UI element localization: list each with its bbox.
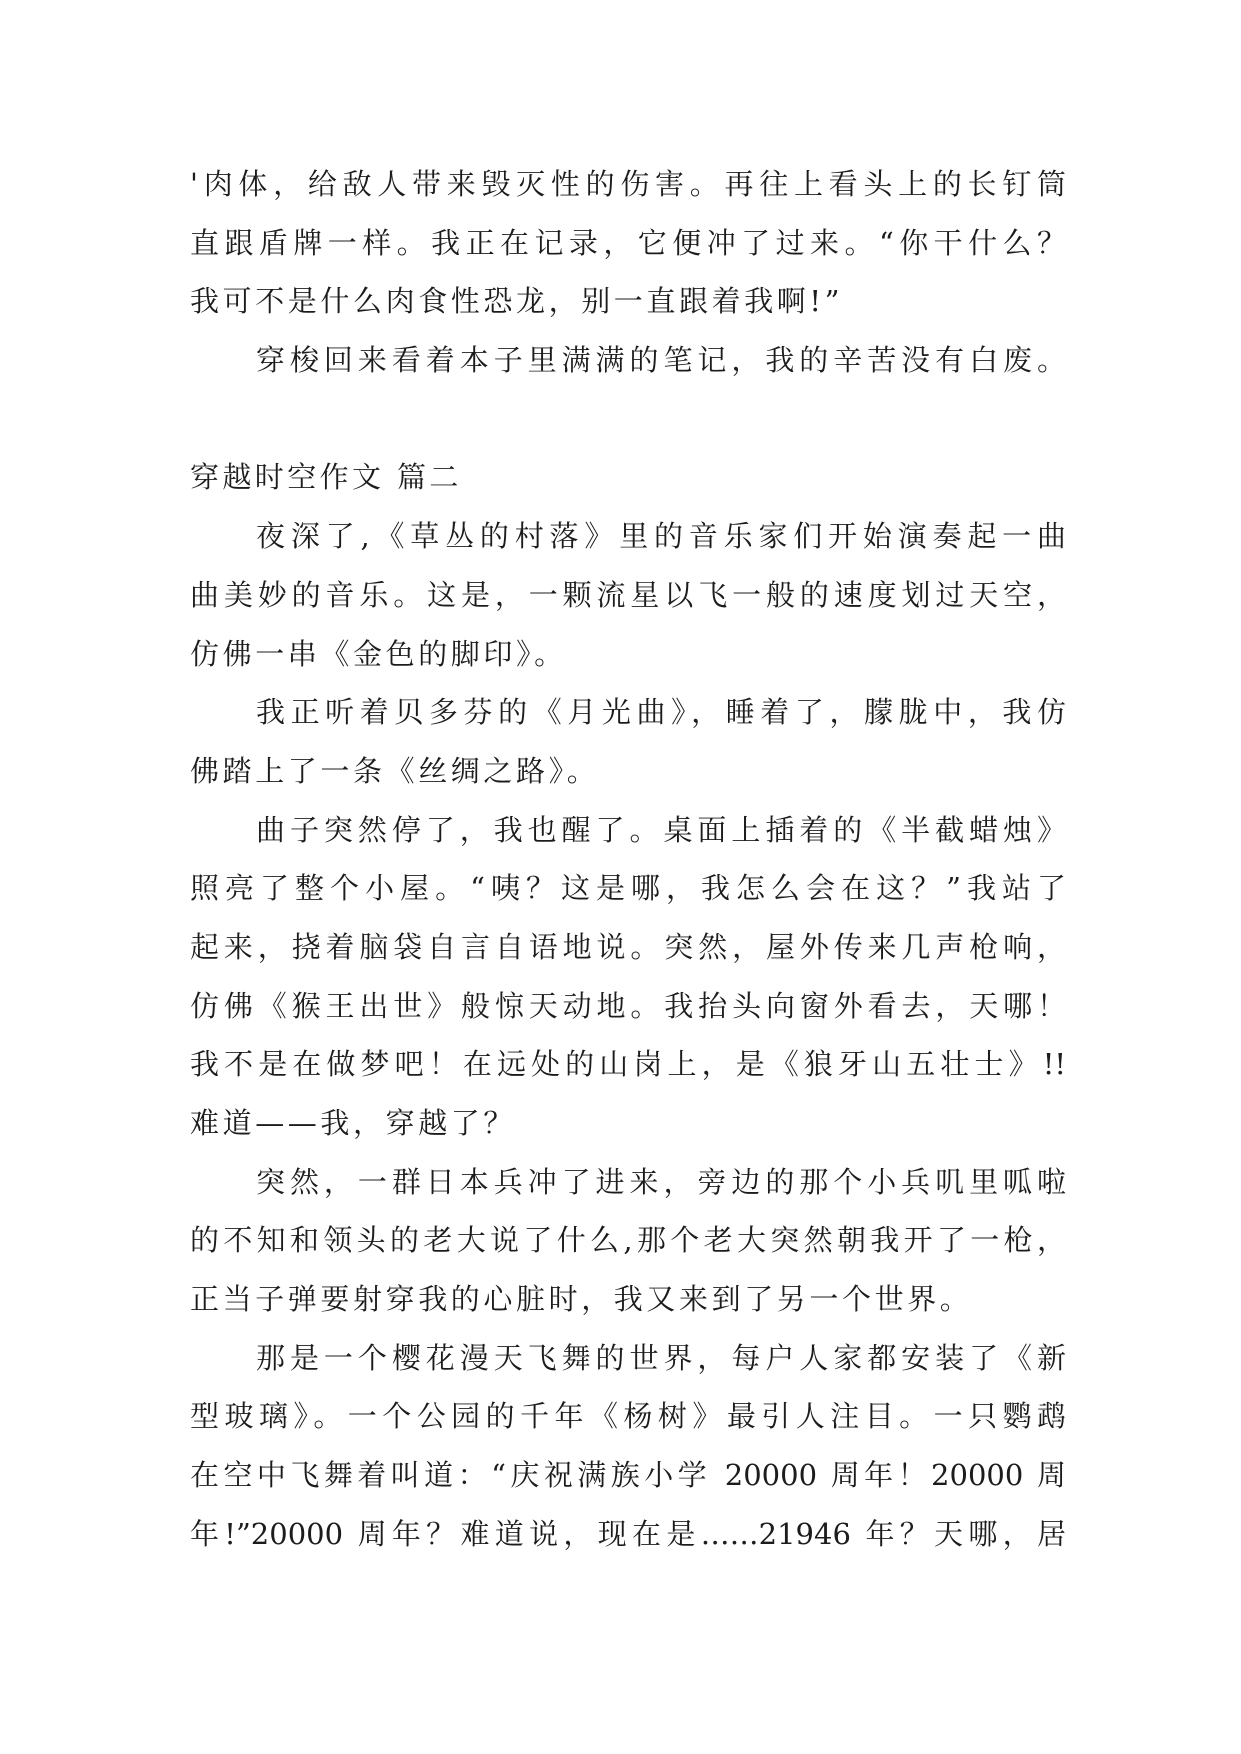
paragraph-closing: [190, 331, 1066, 390]
text-line: 曲美妙的音乐。这是，一颗流星以飞一般的速度划过天空，: [190, 577, 1066, 612]
text-line: 的不知和领头的老大说了什么,那个老大突然朝我开了一枪，: [190, 1223, 1066, 1258]
paragraph-continuation: [190, 155, 1066, 331]
text-line: 年!”20000 周年？难道说，现在是……21946 年？天哪，居: [190, 1516, 1066, 1551]
paragraph: [190, 1153, 1066, 1329]
text-line: 穿梭回来看着本子里满满的笔记，我的辛苦没有白废。: [256, 343, 1066, 378]
text-line: 在空中飞舞着叫道：“庆祝满族小学 20000 周年！20000 周: [190, 1458, 1066, 1493]
paragraph: [190, 801, 1066, 1153]
paragraph: [190, 683, 1066, 800]
text-line: 我不是在做梦吧！在远处的山岗上，是《狼牙山五壮士》!!: [190, 1047, 1066, 1082]
text-line: 直跟盾牌一样。我正在记录，它便冲了过来。“你干什么？: [190, 225, 1066, 260]
text-line: 曲子突然停了，我也醒了。桌面上插着的《半截蜡烛》: [256, 812, 1066, 847]
paragraph: [190, 1329, 1066, 1564]
text-line: 我可不是什么肉食性恐龙，别一直跟着我啊!”: [190, 284, 844, 319]
text-line: 仿佛《猴王出世》般惊天动地。我抬头向窗外看去，天哪！: [190, 988, 1066, 1023]
text-line: 难道——我，穿越了？: [190, 1106, 517, 1140]
text-line: 仿佛一串《金色的脚印》。: [190, 636, 567, 671]
text-line: 我正听着贝多芬的《月光曲》，睡着了，朦胧中，我仿: [256, 695, 1066, 730]
text-line: '肉体，给敌人带来毁灭性的伤害。再往上看头上的长钉筒: [190, 167, 1066, 201]
text-line: 夜深了,《草丛的村落》里的音乐家们开始演奏起一曲: [256, 519, 1066, 554]
text-line: 正当子弹要射穿我的心脏时，我又来到了另一个世界。: [190, 1282, 973, 1317]
section-title: 穿越时空作文 篇二: [190, 460, 462, 495]
document-body: [190, 155, 1066, 1564]
text-line: 佛踏上了一条《丝绸之路》。: [190, 753, 600, 788]
text-line: 照亮了整个小屋。“咦？这是哪，我怎么会在这？”我站了: [190, 871, 1066, 906]
text-line: 起来，挠着脑袋自言自语地说。突然，屋外传来几声枪响，: [190, 929, 1066, 964]
text-line: 突然，一群日本兵冲了进来，旁边的那个小兵叽里呱啦: [256, 1164, 1066, 1199]
paragraph: [190, 507, 1066, 683]
blank-line: [190, 390, 1066, 449]
text-line: 型玻璃》。一个公园的千年《杨树》最引人注目。一只鹦鹉: [190, 1399, 1066, 1434]
text-line: 那是一个樱花漫天飞舞的世界，每户人家都安装了《新: [256, 1340, 1066, 1375]
